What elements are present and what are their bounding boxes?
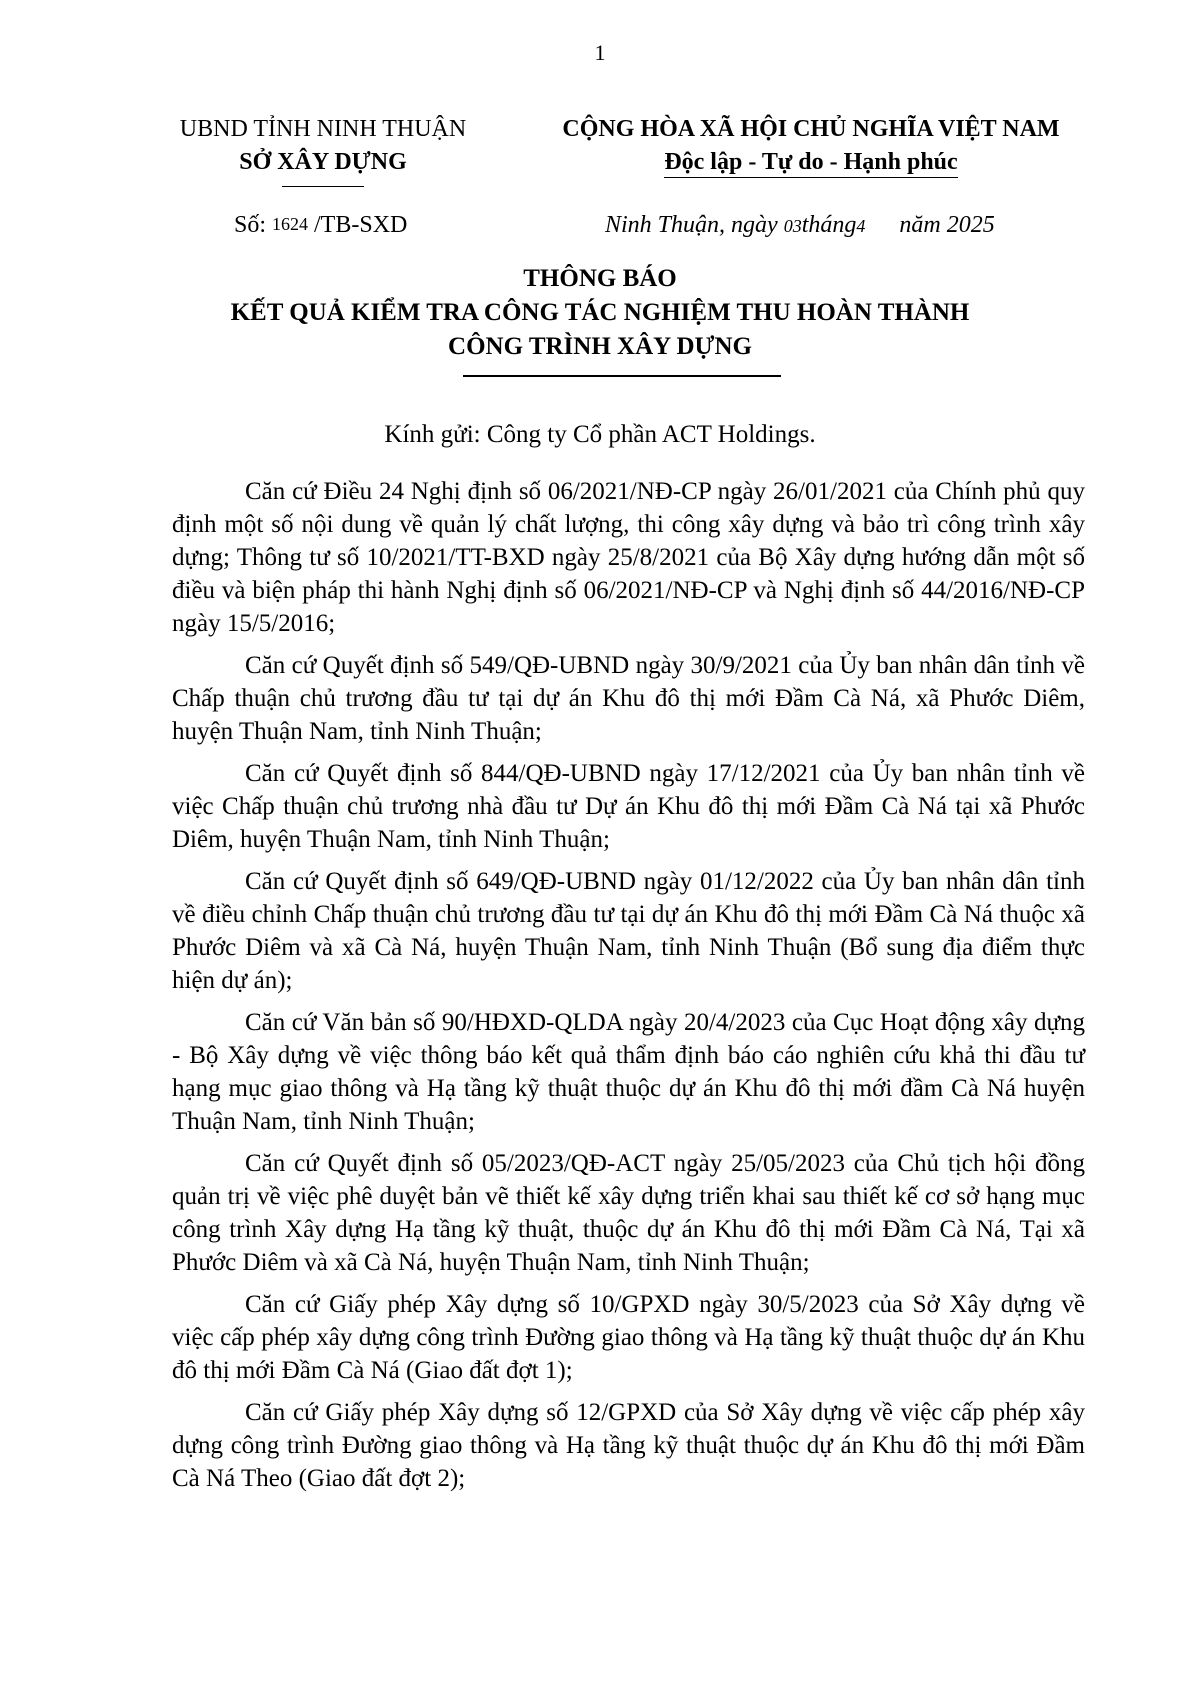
paragraph: Căn cứ Giấy phép Xây dựng số 12/GPXD của Sở Xây dựng về việc cấp phép xây dựng công trình Đường giao thông và Hạ tầng kỹ thuật thuộc dự án Khu đô thị mới Đầm Cà Ná Theo (Giao đất đợt 2); (172, 1399, 1085, 1492)
date-month: 4 (856, 216, 866, 236)
title-underline (463, 375, 781, 377)
national-motto (528, 113, 1094, 179)
number-suffix: /TB-SXD (314, 212, 408, 238)
paragraph: Căn cứ Quyết định số 649/QĐ-UBND ngày 01/12/2022 của Ủy ban nhân dân tỉnh về điều chỉnh Chấp thuận chủ trương đầu tư tại dự án Khu đô thị mới Đầm Cà Ná thuộc xã Phước Diêm và xã Cà Ná, huyện Thuận Nam, tỉnh Ninh Thuận (Bổ sung địa điểm thực hiện dự án); (172, 868, 1085, 994)
date-year: năm 2025 (899, 212, 995, 238)
authority-name: SỞ XÂY DỰNG (239, 149, 407, 175)
issuing-authority (158, 113, 488, 179)
paragraph: Căn cứ Quyết định số 549/QĐ-UBND ngày 30/9/2021 của Ủy ban nhân dân tỉnh về Chấp thuận chủ trương đầu tư tại dự án Khu đô thị mới Đầm Cà Ná, xã Phước Diêm, huyện Thuận Nam, tỉnh Ninh Thuận; (172, 652, 1085, 745)
title-subject-line1: KẾT QUẢ KIỂM TRA CÔNG TÁC NGHIỆM THU HOÀN THÀNH (230, 299, 970, 326)
date-month-label: tháng (801, 212, 857, 238)
document-date (605, 210, 995, 241)
motto-text: Độc lập - Tự do - Hạnh phúc (664, 147, 957, 178)
number-value: 1624 (272, 214, 309, 234)
document-number (234, 210, 407, 241)
paragraph: Căn cứ Văn bản số 90/HĐXD-QLDA ngày 20/4/2023 của Cục Hoạt động xây dựng - Bộ Xây dựng về việc thông báo kết quả thẩm định báo cáo nghiên cứu khả thi đầu tư hạng mục giao thông và Hạ tầng kỹ thuật thuộc dự án Khu đô thị mới đầm Cà Ná huyện Thuận Nam, tỉnh Ninh Thuận; (172, 1009, 1085, 1135)
authority-underline (282, 186, 364, 187)
date-day: 03 (783, 216, 802, 236)
paragraph: Căn cứ Quyết định số 05/2023/QĐ-ACT ngày 25/05/2023 của Chủ tịch hội đồng quản trị về việc phê duyệt bản vẽ thiết kế xây dựng triển khai sau thiết kế cơ sở hạng mục công trình Xây dựng Hạ tầng kỹ thuật, thuộc dự án Khu đô thị mới Đầm Cà Ná, Tại xã Phước Diêm và xã Cà Ná, huyện Thuận Nam, tỉnh Ninh Thuận; (172, 1150, 1085, 1276)
title-type: THÔNG BÁO (523, 265, 677, 292)
document-body (172, 475, 1085, 1504)
recipient-line: Kính gửi: Công ty Cổ phần ACT Holdings. (384, 421, 816, 448)
number-prefix: Số: (234, 212, 267, 238)
country-name: CỘNG HÒA XÃ HỘI CHỦ NGHĨA VIỆT NAM (562, 116, 1060, 142)
date-place: Ninh Thuận, ngày (605, 212, 778, 238)
page-number: 1 (594, 40, 606, 65)
authority-parent: UBND TỈNH NINH THUẬN (179, 116, 467, 142)
paragraph: Căn cứ Điều 24 Nghị định số 06/2021/NĐ-CP ngày 26/01/2021 của Chính phủ quy định một số nội dung về quản lý chất lượng, thi công xây dựng và bảo trì công trình xây dựng; Thông tư số 10/2021/TT-BXD ngày 25/8/2021 của Bộ Xây dựng hướng dẫn một số điều và biện pháp thi hành Nghị định số 06/2021/NĐ-CP và Nghị định số 44/2016/NĐ-CP ngày 15/5/2016; (172, 478, 1085, 637)
motto (528, 146, 1094, 179)
document-title (0, 262, 1200, 364)
paragraph: Căn cứ Quyết định số 844/QĐ-UBND ngày 17/12/2021 của Ủy ban nhân tỉnh về việc Chấp thuận chủ trương nhà đầu tư Dự án Khu đô thị mới Đầm Cà Ná tại xã Phước Diêm, huyện Thuận Nam, tỉnh Ninh Thuận; (172, 760, 1085, 853)
title-subject-line2: CÔNG TRÌNH XÂY DỰNG (448, 333, 752, 360)
paragraph: Căn cứ Giấy phép Xây dựng số 10/GPXD ngày 30/5/2023 của Sở Xây dựng về việc cấp phép xây dựng công trình Đường giao thông và Hạ tầng kỹ thuật thuộc dự án Khu đô thị mới Đầm Cà Ná (Giao đất đợt 1); (172, 1291, 1085, 1384)
